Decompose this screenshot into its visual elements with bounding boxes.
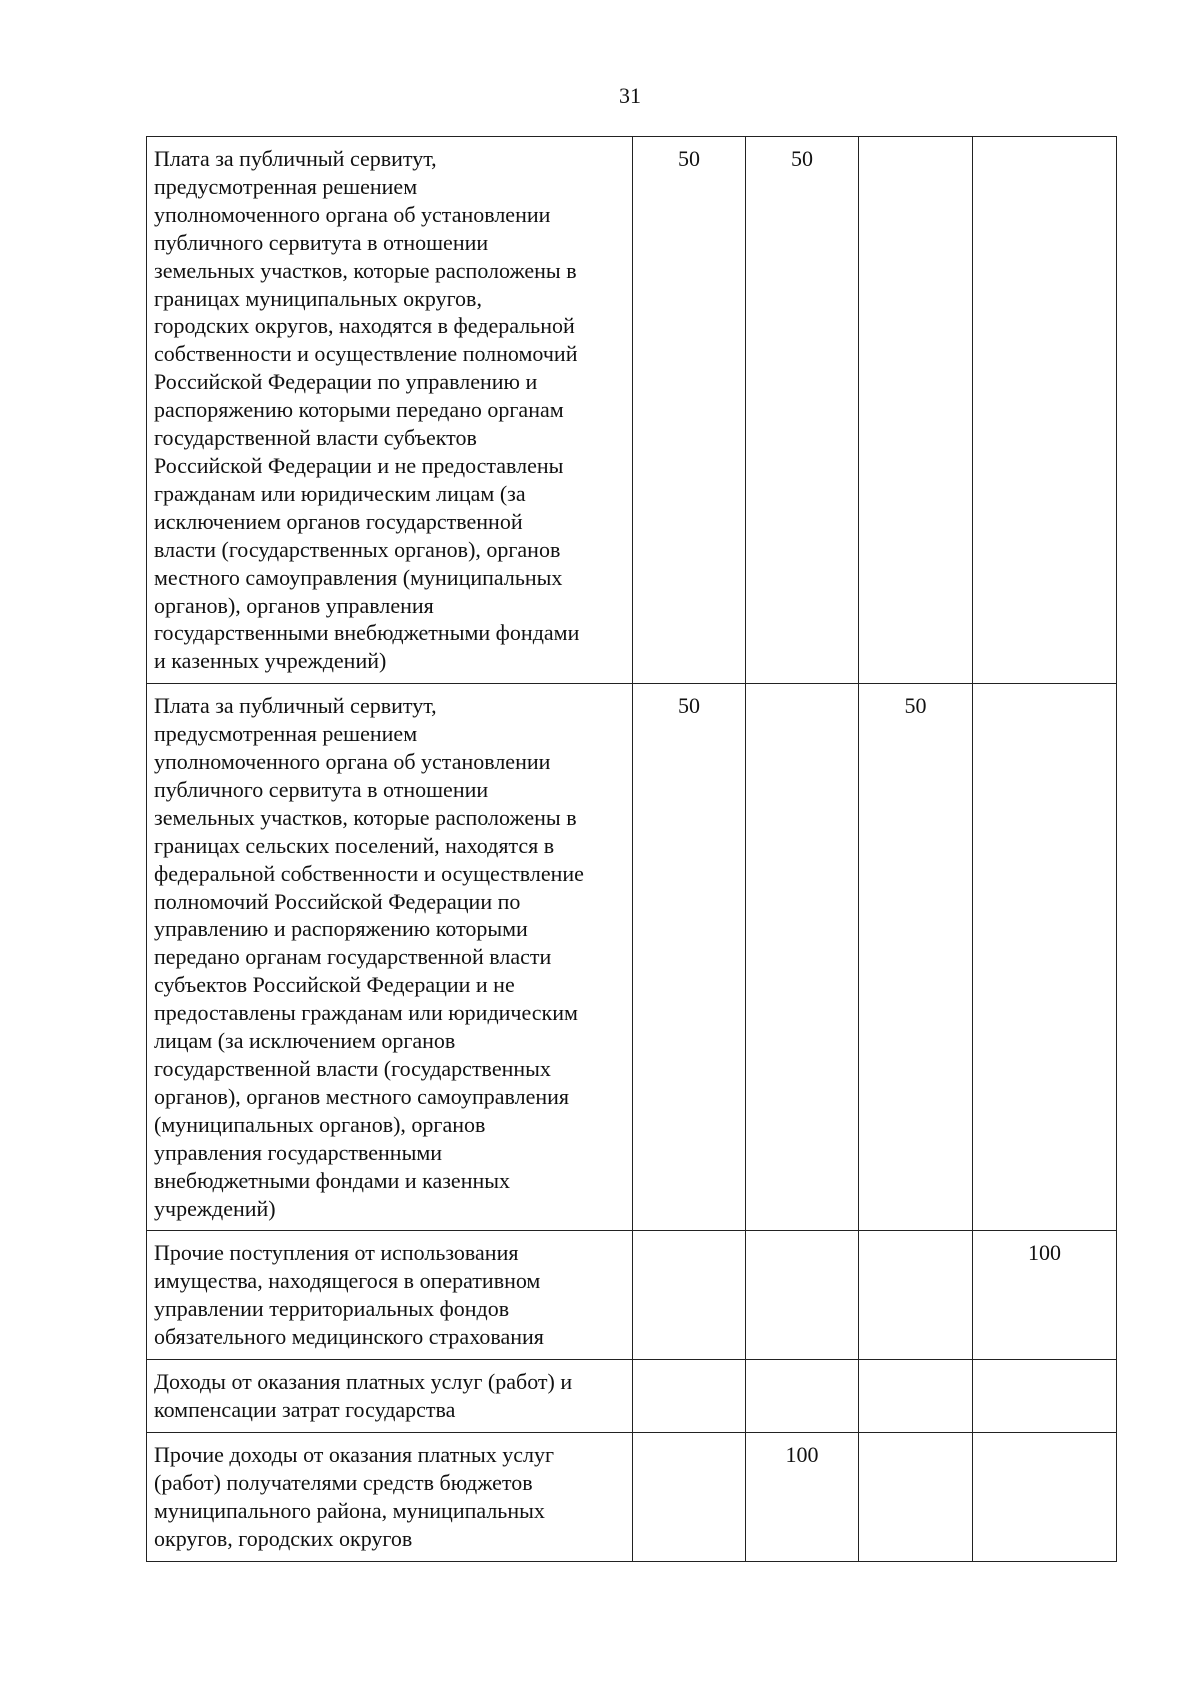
cell-col1: 50	[633, 684, 746, 1231]
cell-col3	[859, 1231, 973, 1360]
cell-col2: 100	[746, 1432, 859, 1561]
cell-col3	[859, 1432, 973, 1561]
row-description-text: Доходы от оказания платных услуг (работ) и компенсации затрат государства	[154, 1369, 573, 1422]
cell-col3	[859, 137, 973, 684]
cell-col1	[633, 1432, 746, 1561]
table-row	[147, 1432, 1117, 1561]
row-description	[147, 1231, 633, 1360]
table-row	[147, 1360, 1117, 1433]
row-description-text: Прочие поступления от использования имущества, находящегося в оперативном управлении территориальных фондов обязательного медицинского страхования	[154, 1240, 544, 1350]
row-description	[147, 684, 633, 1231]
cell-col1: 50	[633, 137, 746, 684]
page-number: 31	[619, 83, 641, 108]
table-row	[147, 137, 1117, 684]
cell-col3	[859, 1360, 973, 1433]
row-description-text: Плата за публичный сервитут, предусмотренная решением уполномоченного органа об установлении публичного сервитута в отношении земельных участков, которые расположены в границах сельских поселений, находятся в федеральной собственности и осуществление полномочий Российской Федерации по управлению и распоряжению которыми передано органам государственной власти субъектов Российской Федерации и не предоставлены гражданам или юридическим лицам (за исключением органов государственной власти (государственных органов), органов местного самоуправления (муниципальных органов), органов управления государственными внебюджетными фондами и казенных учреждений)	[154, 693, 584, 1221]
cell-col1	[633, 1231, 746, 1360]
revenue-distribution-table	[146, 136, 1117, 1562]
cell-col2: 50	[746, 137, 859, 684]
cell-col4: 100	[973, 1231, 1117, 1360]
row-description	[147, 1432, 633, 1561]
cell-col2	[746, 684, 859, 1231]
cell-col3: 50	[859, 684, 973, 1231]
row-description-text: Прочие доходы от оказания платных услуг (работ) получателями средств бюджетов муниципального района, муниципальных округов, городских округов	[154, 1441, 555, 1551]
row-description-text: Плата за публичный сервитут, предусмотренная решением уполномоченного органа об установлении публичного сервитута в отношении земельных участков, которые расположены в границах муниципальных округов, городских округов, находятся в федеральной собственности и осуществление полномочий Российской Федерации по управлению и распоряжению которыми передано органам государственной власти субъектов Российской Федерации и не предоставлены гражданам или юридическим лицам (за исключением органов государственной власти (государственных органов), органов местного самоуправления (муниципальных органов), органов управления государственными внебюджетными фондами и казенных учреждений)	[154, 146, 580, 674]
table-row	[147, 1231, 1117, 1360]
row-description	[147, 137, 633, 684]
cell-col1	[633, 1360, 746, 1433]
cell-col2	[746, 1231, 859, 1360]
cell-col4	[973, 1360, 1117, 1433]
row-description	[147, 1360, 633, 1433]
cell-col4	[973, 1432, 1117, 1561]
cell-col4	[973, 137, 1117, 684]
cell-col4	[973, 684, 1117, 1231]
cell-col2	[746, 1360, 859, 1433]
table-row	[147, 684, 1117, 1231]
